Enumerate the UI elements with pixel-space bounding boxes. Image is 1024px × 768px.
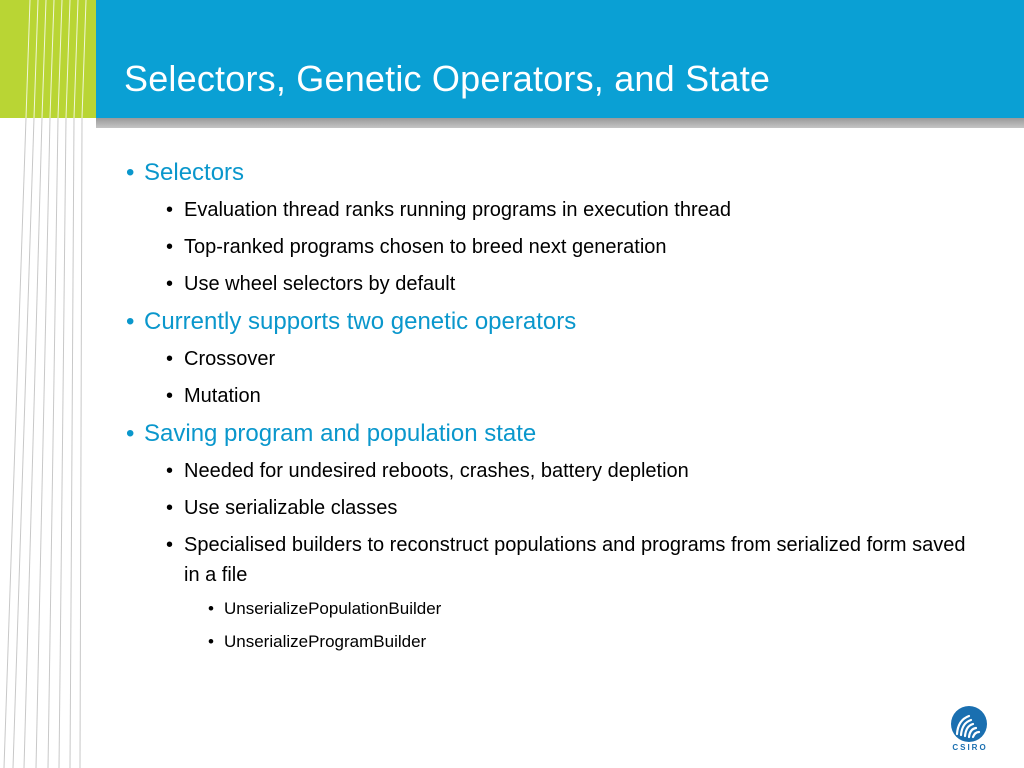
decorative-lines-icon	[0, 0, 96, 768]
sub-bullet: • Evaluation thread ranks running programs in execution thread	[166, 195, 986, 225]
sub-bullet: • Top-ranked programs chosen to breed next generation	[166, 232, 986, 262]
title-underline-bar	[96, 118, 1024, 128]
sub-bullet: • Use wheel selectors by default	[166, 269, 986, 299]
slide-title: Selectors, Genetic Operators, and State	[124, 58, 771, 99]
sub-bullet: • Specialised builders to reconstruct populations and programs from serialized form saved in a file	[166, 530, 986, 590]
logo-text: CSIRO	[952, 743, 988, 752]
bullet-list	[126, 158, 986, 656]
bullet-saving-state: • Saving program and population state	[126, 419, 986, 449]
sub-bullet: • Use serializable classes	[166, 493, 986, 523]
sub-sub-bullet: • UnserializeProgramBuilder	[208, 628, 986, 656]
bullet-selectors: • Selectors	[126, 158, 986, 188]
sub-bullet: • Needed for undesired reboots, crashes, battery depletion	[166, 456, 986, 486]
sub-bullet: • Crossover	[166, 344, 986, 374]
sub-bullet: • Mutation	[166, 381, 986, 411]
sub-sub-bullet: • UnserializePopulationBuilder	[208, 595, 986, 623]
bullet-genetic-operators: • Currently supports two genetic operators	[126, 307, 986, 337]
